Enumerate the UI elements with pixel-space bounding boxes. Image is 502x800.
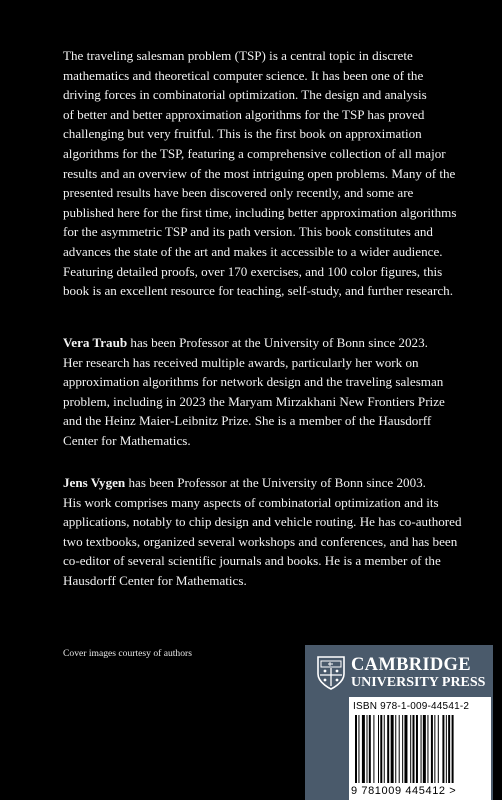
blurb-line: results and an overview of the most intriguing open problems. Many of the bbox=[63, 165, 456, 181]
bio-first-line: has been Professor at the University of Bonn since 2023. bbox=[127, 335, 428, 350]
blurb-line: advances the state of the art and makes it accessible to a wider audience. bbox=[63, 243, 443, 259]
author-bio-vygen bbox=[63, 473, 483, 591]
bio-line: His work comprises many aspects of combinatorial optimization and its bbox=[63, 494, 439, 510]
blurb-line: mathematics and theoretical computer science. It has been one of the bbox=[63, 67, 424, 83]
bio-line: and the Heinz Maier-Leibnitz Prize. She is a member of the Hausdorff bbox=[63, 413, 432, 429]
barcode-icon bbox=[353, 715, 487, 783]
book-blurb bbox=[63, 46, 483, 301]
bio-line: approximation algorithms for network design and the traveling salesman bbox=[63, 374, 444, 390]
isbn-barcode bbox=[349, 697, 491, 800]
author-bio-traub bbox=[63, 333, 483, 451]
bio-line: two textbooks, organized several workshops and conferences, and has been bbox=[63, 533, 458, 549]
blurb-line: driving forces in combinatorial optimization. The design and analysis bbox=[63, 87, 427, 103]
bio-line: Hausdorff Center for Mathematics. bbox=[63, 572, 247, 588]
cambridge-shield-icon bbox=[317, 656, 345, 690]
isbn-label: ISBN 978-1-009-44541-2 bbox=[353, 701, 470, 712]
bio-line: Her research has received multiple awards, particularly her work on bbox=[63, 354, 419, 370]
blurb-line: published here for the first time, including better approximation algorithms bbox=[63, 204, 457, 220]
blurb-line: book is an excellent resource for teaching, self-study, and further research. bbox=[63, 283, 453, 299]
blurb-line: algorithms for the TSP, featuring a comprehensive collection of all major bbox=[63, 145, 446, 161]
blurb-line: The traveling salesman problem (TSP) is a central topic in discrete bbox=[63, 48, 413, 63]
blurb-line: challenging but very fruitful. This is the first book on approximation bbox=[63, 126, 422, 142]
bio-line: co-editor of several scientific journals and books. He is a member of the bbox=[63, 553, 441, 569]
blurb-line: for the asymmetric TSP and its path version. This book constitutes and bbox=[63, 224, 433, 240]
blurb-line: Featuring detailed proofs, over 170 exercises, and 100 color figures, this bbox=[63, 263, 443, 279]
author-name: Vera Traub bbox=[63, 335, 128, 350]
publisher-panel bbox=[305, 645, 493, 800]
publisher-name: CAMBRIDGE bbox=[351, 655, 471, 675]
publisher-subtitle: UNIVERSITY PRESS bbox=[351, 675, 486, 690]
blurb-line: of better and better approximation algorithms for the TSP has proved bbox=[63, 106, 425, 122]
cover-credit: Cover images courtesy of authors bbox=[63, 648, 192, 659]
bio-line: Center for Mathematics. bbox=[63, 432, 191, 448]
bio-line: applications, notably to chip design and vehicle routing. He has co-authored bbox=[63, 514, 462, 530]
bio-line: problem, including in 2023 the Maryam Mirzakhani New Frontiers Prize bbox=[63, 393, 445, 409]
barcode-digits: 9 781009 445412 > bbox=[351, 785, 457, 797]
author-name: Jens Vygen bbox=[63, 475, 126, 490]
blurb-line: presented results have been discovered only recently, and some are bbox=[63, 185, 414, 201]
bio-first-line: has been Professor at the University of Bonn since 2003. bbox=[125, 475, 426, 490]
